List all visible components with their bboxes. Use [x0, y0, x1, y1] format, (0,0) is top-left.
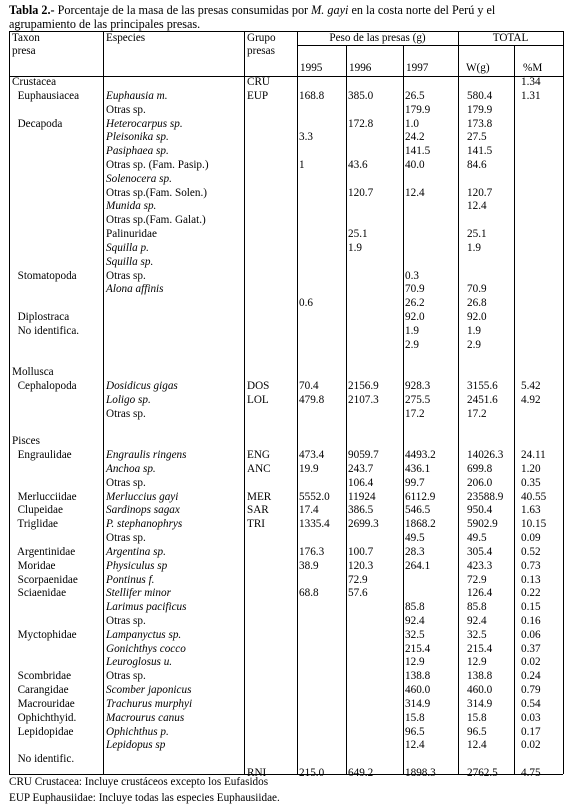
cell-1996: 72.9 [348, 573, 368, 586]
cell-1997: 92.4 [405, 615, 425, 627]
cell-grupo: SAR [247, 504, 269, 517]
cell-1995: 168.8 [299, 89, 325, 102]
cell-1997: 138.8 [405, 670, 431, 683]
cell-w: 1.9 [467, 241, 481, 254]
header-pm: %M [523, 62, 543, 74]
cell-1995: 70.4 [299, 380, 319, 392]
cell-pm: 24.11 [521, 449, 546, 462]
cell-w: 70.9 [467, 283, 487, 296]
cell-grupo: TRI [247, 518, 266, 531]
cell-taxon: Scorpaenidae [12, 573, 78, 586]
cell-especie: Sardinops sagax [106, 504, 180, 517]
cell-taxon: Decapoda [12, 117, 63, 130]
col-rule [563, 31, 564, 774]
cell-w: 49.5 [467, 532, 487, 545]
cell-w: 15.8 [467, 711, 487, 724]
cell-w: 120.7 [467, 186, 493, 199]
cell-pm: 0.22 [521, 587, 541, 600]
caption-species: M. gayi [311, 3, 349, 17]
cell-especie: Gonichthys cocco [106, 642, 186, 655]
cell-w: 173.8 [467, 117, 493, 130]
cell-1997: 436.1 [405, 463, 431, 475]
cell-1997: 0.3 [405, 269, 419, 282]
cell-1997: 28.3 [405, 545, 425, 558]
cell-1997: 2.9 [405, 338, 419, 351]
cell-1997: 275.5 [405, 393, 431, 406]
cell-taxon: Engraulidae [12, 449, 72, 462]
cell-taxon: Argentinidae [12, 545, 76, 558]
cell-taxon: Triglidae [12, 518, 59, 531]
cell-taxon: Ophichthyid. [12, 711, 77, 724]
cell-1996: 9059.7 [348, 449, 379, 462]
cell-pm: 0.79 [521, 684, 541, 697]
cell-especie: Anchoa sp. [106, 463, 156, 475]
cell-w: 206.0 [467, 476, 493, 489]
cell-w: 23588.9 [467, 490, 504, 503]
cell-taxon: Pisces [12, 435, 40, 448]
cell-especie: Stellifer minor [106, 587, 171, 600]
cell-w: 32.5 [467, 628, 487, 641]
cell-especie: Alona affinis [106, 283, 164, 296]
cell-especie: Squilla sp. [106, 255, 154, 268]
footnote-cru: CRU Crustacea: Incluye crustáceos excepto los Eufasidos [9, 776, 269, 788]
cell-1997: 215.4 [405, 642, 431, 655]
cell-1997: 26.2 [405, 297, 425, 310]
cell-pm: 0.09 [521, 532, 541, 545]
cell-pm: 1.63 [521, 504, 541, 517]
cell-1997: 32.5 [405, 628, 425, 641]
cell-taxon: Scombridae [12, 670, 72, 683]
cell-1997: 96.5 [405, 725, 425, 738]
cell-1995: 17.4 [299, 504, 319, 517]
cell-taxon: Myctophidae [12, 628, 77, 641]
header-especies: Especies [106, 32, 146, 44]
cell-pm: 0.02 [521, 739, 541, 752]
cell-1996: 43.6 [348, 158, 368, 171]
cell-grupo: MER [247, 490, 272, 503]
cell-1995: 0.6 [299, 297, 313, 310]
cell-w: 215.4 [467, 642, 493, 655]
cell-especie: Macrourus canus [106, 711, 185, 724]
cell-especie: Argentina sp. [106, 545, 166, 558]
cell-w: 1.9 [467, 324, 481, 337]
cell-1995: 176.3 [299, 545, 325, 558]
cell-especie: Otras sp. [106, 532, 146, 545]
cell-1997: 546.5 [405, 504, 431, 517]
cell-w: 84.6 [467, 158, 487, 171]
cell-especie: Loligo sp. [106, 393, 151, 406]
cell-w: 12.9 [467, 656, 487, 669]
cell-especie: Heterocarpus sp. [106, 117, 183, 130]
cell-pm: 0.06 [521, 628, 541, 641]
cell-especie: Lepidopus sp [106, 739, 166, 752]
cell-w: 27.5 [467, 131, 487, 144]
cell-taxon: Crustacea [12, 76, 57, 88]
cell-taxon: Moridae [12, 559, 56, 572]
cell-pm: 0.03 [521, 711, 541, 724]
cell-1997: 1.9 [405, 324, 419, 337]
cell-especie: Otras sp. [106, 615, 146, 627]
cell-pm: 40.55 [521, 490, 547, 503]
header-wg: W(g) [466, 62, 490, 74]
cell-1997: 928.3 [405, 380, 431, 392]
header-taxon: Taxon [12, 32, 40, 44]
header-peso: Peso de las presas (g) [329, 32, 426, 44]
cell-pm: 0.16 [521, 615, 541, 627]
cell-1995: 1335.4 [299, 518, 330, 531]
cell-taxon: No identific. [12, 753, 75, 766]
cell-1997: 85.8 [405, 601, 425, 614]
cell-pm: 0.52 [521, 545, 541, 558]
footnote-eup: EUP Euphausiidae: Incluye todas las especies Euphausiidae. [9, 792, 280, 804]
cell-1995: 473.4 [299, 449, 325, 462]
cell-1995: 68.8 [299, 587, 319, 600]
cell-pm: 5.42 [521, 380, 541, 392]
cell-grupo: EUP [247, 89, 269, 102]
cell-pm: 1.34 [521, 76, 541, 88]
cell-especie: Solenocera sp. [106, 172, 172, 185]
cell-w: 92.4 [467, 615, 487, 627]
cell-w: 17.2 [467, 407, 487, 420]
total-sub-rule [458, 45, 563, 46]
cell-w: 580.4 [467, 89, 493, 102]
cell-especie: Merluccius gayi [106, 490, 179, 503]
header-presas: presas [247, 45, 275, 57]
header-total: TOTAL [492, 32, 529, 44]
cell-pm: 0.37 [521, 642, 541, 655]
cell-1996: 1.9 [348, 241, 362, 254]
cell-taxon: Diplostraca [12, 310, 70, 323]
cell-especie: Munida sp. [106, 200, 157, 213]
cell-1997: 141.5 [405, 145, 431, 158]
cell-especie: Otras sp. (Fam. Pasip.) [106, 158, 209, 171]
cell-especie: P. stephanophrys [106, 518, 183, 531]
cell-w: 314.9 [467, 697, 493, 710]
header-1995: 1995 [300, 62, 323, 74]
cell-pm: 0.24 [521, 670, 541, 683]
header-presa: presa [12, 45, 36, 57]
col-rule [458, 31, 459, 774]
cell-grupo: ANC [247, 463, 271, 475]
header-grupo: Grupo [247, 32, 276, 44]
cell-1995: 38.9 [299, 559, 319, 572]
cell-w: 92.0 [467, 310, 487, 323]
cell-1997: 1898.3 [405, 767, 436, 779]
cell-1995: 1 [299, 158, 305, 171]
caption-text-2: en la costa norte del Perú y el agrupamiento de las principales presas. [9, 3, 496, 31]
cell-1997: 92.0 [405, 310, 425, 323]
cell-taxon: Cephalopoda [12, 380, 77, 392]
cell-1997: 460.0 [405, 684, 431, 697]
col-rule [514, 45, 515, 774]
cell-1995: 5552.0 [299, 490, 330, 503]
col-rule [297, 31, 298, 774]
cell-1997: 24.2 [405, 131, 425, 144]
header-1996: 1996 [349, 62, 372, 74]
cell-1996: 120.7 [348, 186, 374, 199]
cell-w: 179.9 [467, 103, 493, 116]
cell-w: 138.8 [467, 670, 493, 683]
cell-1997: 12.4 [405, 186, 425, 199]
cell-especie: Leuroglosus u. [106, 656, 173, 669]
cell-w: 5902.9 [467, 518, 498, 531]
cell-especie: Palinuridae [106, 228, 157, 240]
cell-1996: 2156.9 [348, 380, 379, 392]
cell-1997: 1868.2 [405, 518, 436, 531]
cell-taxon: Carangidae [12, 684, 69, 697]
cell-especie: Euphausia m. [106, 89, 168, 102]
cell-especie: Squilla p. [106, 241, 149, 254]
caption-bold: Tabla 2.- [9, 3, 55, 17]
cell-especie: Pasiphaea sp. [106, 145, 169, 158]
cell-especie: Trachurus murphyi [106, 697, 193, 710]
cell-especie: Pleisonika sp. [106, 131, 169, 144]
cell-1997: 6112.9 [405, 490, 436, 503]
cell-1996: 11924 [348, 490, 376, 503]
cell-w: 2451.6 [467, 393, 498, 406]
col-rule [244, 31, 245, 774]
cell-w: 305.4 [467, 545, 493, 558]
header-1997: 1997 [406, 62, 429, 74]
cell-pm: 0.17 [521, 725, 541, 738]
cell-1996: 100.7 [348, 545, 374, 558]
cell-1996: 57.6 [348, 587, 368, 600]
cell-especie: Engraulis ringens [106, 449, 187, 462]
cell-pm: 10.15 [521, 518, 547, 531]
cell-pm: 4.75 [521, 767, 541, 779]
cell-pm: 4.92 [521, 393, 541, 406]
cell-1997: 70.9 [405, 283, 425, 296]
cell-w: 950.4 [467, 504, 493, 517]
cell-1997: 179.9 [405, 103, 431, 116]
caption-text-1: Porcentaje de la masa de las presas consumidas por [54, 3, 312, 17]
cell-pm: 1.31 [521, 89, 541, 102]
cell-w: 26.8 [467, 297, 487, 310]
cell-pm: 0.13 [521, 573, 541, 586]
cell-pm: 0.15 [521, 601, 541, 614]
cell-taxon: Stomatopoda [12, 269, 77, 282]
header-bottom-rule [9, 76, 563, 77]
cell-taxon: Macrouridae [12, 697, 75, 710]
cell-w: 126.4 [467, 587, 493, 600]
cell-pm: 1.20 [521, 463, 541, 475]
cell-w: 85.8 [467, 601, 487, 614]
cell-1996: 106.4 [348, 476, 374, 489]
cell-w: 96.5 [467, 725, 487, 738]
cell-1995: 19.9 [299, 463, 319, 475]
cell-taxon: Merlucciidae [12, 490, 77, 503]
col-rule [346, 45, 347, 774]
cell-1997: 314.9 [405, 697, 431, 710]
cell-especie: Pontinus f. [106, 573, 155, 586]
cell-1995: 215.0 [299, 767, 325, 779]
cell-taxon: No identifica. [12, 324, 80, 337]
cell-1996: 2699.3 [348, 518, 379, 531]
cell-taxon: Mollusca [12, 366, 54, 379]
cell-especie: Ophichthus p. [106, 725, 169, 738]
cell-w: 12.4 [467, 200, 487, 213]
cell-1997: 12.4 [405, 739, 425, 752]
table-caption [9, 3, 564, 31]
cell-1996: 2107.3 [348, 393, 379, 406]
cell-1997: 40.0 [405, 158, 425, 171]
cell-grupo: CRU [247, 76, 271, 88]
cell-1996: 172.8 [348, 117, 374, 130]
cell-grupo: ENG [247, 449, 270, 462]
cell-especie: Otras sp. [106, 407, 146, 420]
peso-sub-rule [297, 45, 458, 46]
cell-1997: 49.5 [405, 532, 425, 545]
cell-1997: 17.2 [405, 407, 425, 420]
cell-w: 699.8 [467, 463, 493, 475]
cell-especie: Scomber japonicus [106, 684, 192, 697]
cell-especie: Physiculus sp [106, 559, 168, 572]
cell-w: 3155.6 [467, 380, 498, 392]
cell-1997: 99.7 [405, 476, 425, 489]
cell-taxon: Sciaenidae [12, 587, 67, 600]
cell-taxon: Lepidopidae [12, 725, 74, 738]
cell-especie: Otras sp. [106, 269, 146, 282]
cell-w: 423.3 [467, 559, 493, 572]
cell-pm: 0.54 [521, 697, 541, 710]
cell-1996: 25.1 [348, 228, 368, 240]
cell-1995: 479.8 [299, 393, 325, 406]
cell-grupo: DOS [247, 380, 270, 392]
cell-w: 12.4 [467, 739, 487, 752]
cell-especie: Larimus pacificus [106, 601, 187, 614]
cell-especie: Dosidicus gigas [106, 380, 178, 392]
cell-especie: Otras sp. [106, 476, 146, 489]
cell-pm: 0.73 [521, 559, 541, 572]
cell-1996: 649.2 [348, 767, 374, 779]
cell-w: 2.9 [467, 338, 481, 351]
cell-grupo: RNI [247, 767, 267, 779]
cell-1996: 386.5 [348, 504, 374, 517]
col-rule [103, 31, 104, 774]
cell-1997: 264.1 [405, 559, 431, 572]
cell-1997: 1.0 [405, 117, 419, 130]
cell-1996: 385.0 [348, 89, 374, 102]
cell-pm: 0.35 [521, 476, 541, 489]
col-rule [9, 31, 10, 774]
cell-1996: 120.3 [348, 559, 374, 572]
cell-especie: Otras sp.(Fam. Solen.) [106, 186, 207, 199]
cell-pm: 0.02 [521, 656, 541, 669]
cell-especie: Otras sp. [106, 103, 146, 116]
cell-especie: Otras sp.(Fam. Galat.) [106, 214, 206, 227]
cell-grupo: LOL [247, 393, 269, 406]
cell-1995: 3.3 [299, 131, 313, 144]
cell-especie: Lampanyctus sp. [106, 628, 182, 641]
cell-w: 14026.3 [467, 449, 504, 462]
cell-w: 2762.5 [467, 767, 498, 779]
cell-1997: 12.9 [405, 656, 425, 669]
cell-1997: 4493.2 [405, 449, 436, 462]
cell-w: 72.9 [467, 573, 487, 586]
cell-w: 460.0 [467, 684, 493, 697]
cell-1996: 243.7 [348, 463, 374, 475]
cell-taxon: Euphausiacea [12, 89, 80, 102]
col-rule [403, 45, 404, 774]
cell-taxon: Clupeidae [12, 504, 63, 517]
cell-especie: Otras sp. [106, 670, 146, 683]
cell-1997: 15.8 [405, 711, 425, 724]
cell-w: 141.5 [467, 145, 493, 158]
cell-w: 25.1 [467, 228, 487, 240]
cell-1997: 26.5 [405, 89, 425, 102]
